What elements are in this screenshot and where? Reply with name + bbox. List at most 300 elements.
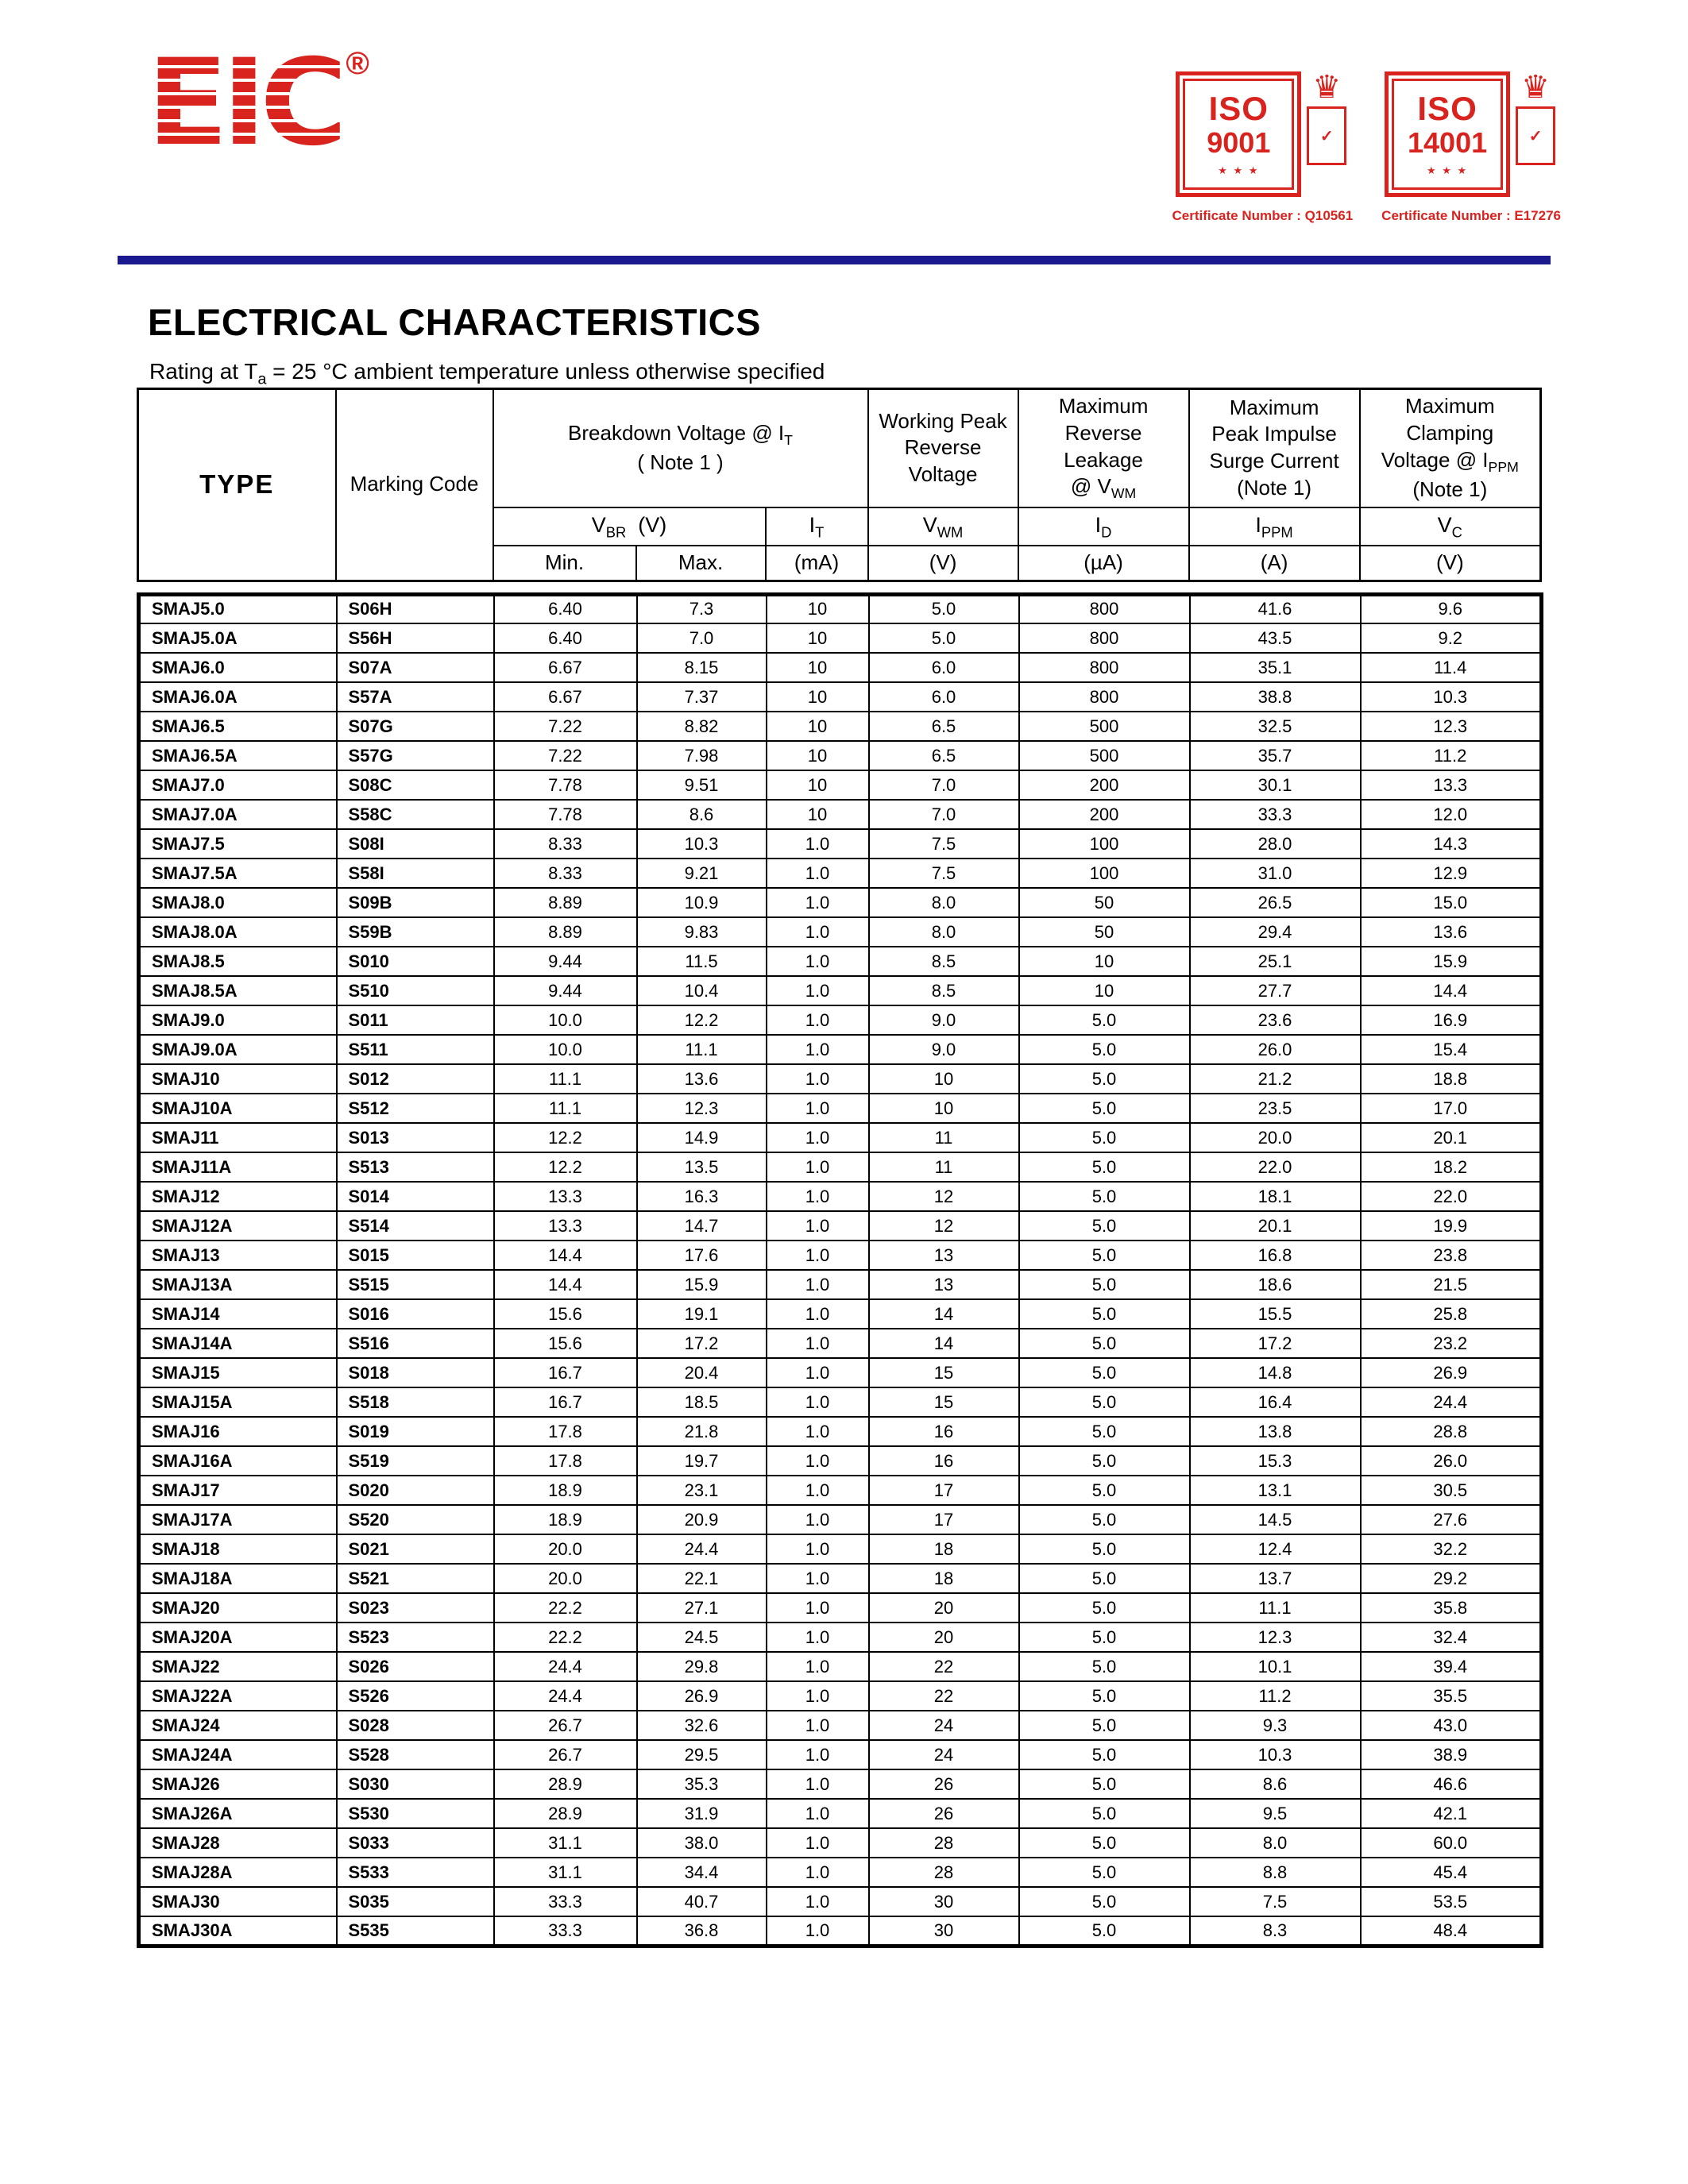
cell-vbr-min: 16.7 [494,1358,637,1387]
cell-id: 5.0 [1019,1182,1190,1211]
header-line: Leakage [1064,447,1143,472]
cell-ippm: 12.4 [1190,1534,1361,1564]
cell-vc: 29.2 [1361,1564,1542,1593]
table-row [139,1299,1542,1329]
unit-ma: (mA) [766,546,868,581]
cell-vbr-max: 12.3 [637,1094,767,1123]
cell-ippm: 10.1 [1190,1652,1361,1681]
cell-marking-code: S510 [337,976,494,1005]
cell-it: 1.0 [767,1446,869,1476]
cell-vwm: 30 [869,1887,1019,1916]
cell-vbr-min: 31.1 [494,1858,637,1887]
cell-it: 1.0 [767,1270,869,1299]
cell-it: 10 [767,623,869,653]
cell-it: 1.0 [767,1387,869,1417]
iso14001-label-number: 14001 [1408,126,1488,160]
cell-vbr-min: 14.4 [494,1270,637,1299]
cell-type: SMAJ9.0A [139,1035,337,1064]
subtitle-text: Rating at T [149,359,258,384]
cell-vbr-min: 28.9 [494,1769,637,1799]
cell-vbr-min: 7.78 [494,770,637,800]
cell-vbr-min: 13.3 [494,1182,637,1211]
cell-vbr-max: 31.9 [637,1799,767,1828]
cell-vc: 43.0 [1361,1711,1542,1740]
iso14001-label-iso: ISO [1417,90,1477,128]
cell-marking-code: S58I [337,859,494,888]
cell-it: 1.0 [767,1681,869,1711]
cell-vc: 16.9 [1361,1005,1542,1035]
cell-vbr-min: 33.3 [494,1887,637,1916]
cell-ippm: 41.6 [1190,594,1361,623]
cell-vwm: 6.5 [869,741,1019,770]
cell-vbr-max: 8.15 [637,653,767,682]
cell-vwm: 18 [869,1534,1019,1564]
cell-marking-code: S010 [337,947,494,976]
table-row [139,888,1542,917]
table-row [139,623,1542,653]
cell-marking-code: S014 [337,1182,494,1211]
cell-id: 5.0 [1019,1476,1190,1505]
cell-type: SMAJ18 [139,1534,337,1564]
cell-vbr-max: 34.4 [637,1858,767,1887]
cell-id: 5.0 [1019,1064,1190,1094]
unit-a: (A) [1189,546,1360,581]
cell-vc: 32.4 [1361,1623,1542,1652]
cell-it: 1.0 [767,888,869,917]
cell-vbr-max: 9.51 [637,770,767,800]
header-line: ( Note 1 ) [637,450,724,474]
symbol-subscript: D [1101,523,1112,540]
iso14001-certificate-number: Certificate Number : E17276 [1381,208,1561,223]
cell-type: SMAJ13A [139,1270,337,1299]
cell-ippm: 8.8 [1190,1858,1361,1887]
cell-it: 1.0 [767,1329,869,1358]
cell-marking-code: S57A [337,682,494,712]
cell-vbr-max: 19.1 [637,1299,767,1329]
symbol-text: I [1255,512,1261,537]
table-row [139,1035,1542,1064]
symbol-vc [1360,507,1541,546]
symbol-vwm [868,507,1018,546]
table-row [139,741,1542,770]
cell-ippm: 31.0 [1190,859,1361,888]
cell-vc: 14.3 [1361,829,1542,859]
cell-ippm: 16.8 [1190,1241,1361,1270]
cell-vc: 19.9 [1361,1211,1542,1241]
cell-vbr-max: 8.6 [637,800,767,829]
cell-type: SMAJ22 [139,1652,337,1681]
header-line: Maximum [1229,395,1319,419]
cell-vbr-min: 7.22 [494,741,637,770]
cell-it: 10 [767,594,869,623]
cell-type: SMAJ28A [139,1858,337,1887]
cell-marking-code: S511 [337,1035,494,1064]
cell-type: SMAJ7.5A [139,859,337,888]
cell-marking-code: S526 [337,1681,494,1711]
cell-vc: 46.6 [1361,1769,1542,1799]
cell-type: SMAJ15 [139,1358,337,1387]
iso9001-stamp [1172,71,1353,224]
symbol-text: V [1437,512,1452,537]
header-line: (Note 1) [1412,477,1488,501]
cell-ippm: 35.7 [1190,741,1361,770]
cell-vbr-max: 12.2 [637,1005,767,1035]
cell-type: SMAJ8.5 [139,947,337,976]
col-header-type: TYPE [138,389,336,581]
table-row [139,1534,1542,1564]
cell-vc: 42.1 [1361,1799,1542,1828]
cell-marking-code: S521 [337,1564,494,1593]
cell-vwm: 11 [869,1123,1019,1152]
cell-type: SMAJ16A [139,1446,337,1476]
cell-vwm: 26 [869,1769,1019,1799]
cell-it: 1.0 [767,1769,869,1799]
cell-type: SMAJ8.0A [139,917,337,947]
cell-id: 800 [1019,653,1190,682]
cell-vbr-max: 9.83 [637,917,767,947]
cell-vbr-max: 16.3 [637,1182,767,1211]
cell-id: 50 [1019,917,1190,947]
cell-vc: 11.2 [1361,741,1542,770]
cell-vwm: 5.0 [869,623,1019,653]
cell-marking-code: S518 [337,1387,494,1417]
symbol-id [1018,507,1189,546]
cell-id: 5.0 [1019,1299,1190,1329]
cell-marking-code: S012 [337,1064,494,1094]
col-header-maximum-peak-impulse-surge-current [1189,389,1360,507]
cell-it: 1.0 [767,1035,869,1064]
cell-vc: 15.0 [1361,888,1542,917]
col-header-working-peak-reverse-voltage [868,389,1018,507]
unit-max: Max. [636,546,766,581]
iso14001-badge [1385,71,1510,197]
cell-it: 1.0 [767,1299,869,1329]
iso9001-label-iso: ISO [1208,90,1269,128]
cell-marking-code: S516 [337,1329,494,1358]
cell-type: SMAJ8.5A [139,976,337,1005]
cell-marking-code: S015 [337,1241,494,1270]
cell-type: SMAJ6.5 [139,712,337,741]
cell-marking-code: S030 [337,1769,494,1799]
cell-it: 1.0 [767,947,869,976]
col-header-marking-code: Marking Code [336,389,493,581]
cell-marking-code: S021 [337,1534,494,1564]
cell-type: SMAJ12 [139,1182,337,1211]
cell-marking-code: S016 [337,1299,494,1329]
cell-vbr-min: 12.2 [494,1152,637,1182]
cell-type: SMAJ20A [139,1623,337,1652]
cell-ippm: 8.3 [1190,1916,1361,1946]
table-row [139,1505,1542,1534]
cell-type: SMAJ7.5 [139,829,337,859]
cell-type: SMAJ24A [139,1740,337,1769]
cell-vbr-max: 23.1 [637,1476,767,1505]
cell-vbr-min: 12.2 [494,1123,637,1152]
cell-vbr-min: 10.0 [494,1035,637,1064]
cell-ippm: 28.0 [1190,829,1361,859]
cell-vbr-max: 24.4 [637,1534,767,1564]
cell-it: 10 [767,741,869,770]
characteristics-table-area [137,388,1539,1948]
cell-type: SMAJ26A [139,1799,337,1828]
unit-ua: (µA) [1018,546,1189,581]
cell-vc: 25.8 [1361,1299,1542,1329]
cell-it: 1.0 [767,1623,869,1652]
cell-it: 1.0 [767,1593,869,1623]
cell-ippm: 38.8 [1190,682,1361,712]
cell-ippm: 27.7 [1190,976,1361,1005]
symbol-subscript: WM [937,523,964,540]
cell-vwm: 28 [869,1858,1019,1887]
header-subscript: PPM [1488,458,1519,475]
cell-type: SMAJ10A [139,1094,337,1123]
cell-vbr-min: 8.33 [494,859,637,888]
cell-vc: 30.5 [1361,1476,1542,1505]
cell-marking-code: S08I [337,829,494,859]
iso14001-stamp [1381,71,1561,224]
cell-marking-code: S07A [337,653,494,682]
table-row [139,712,1542,741]
cell-id: 5.0 [1019,1417,1190,1446]
table-row [139,1152,1542,1182]
cell-id: 5.0 [1019,1505,1190,1534]
cell-vwm: 24 [869,1711,1019,1740]
table-row [139,976,1542,1005]
cell-vbr-max: 24.5 [637,1623,767,1652]
table-row [139,947,1542,976]
cell-vbr-max: 29.8 [637,1652,767,1681]
table-row [139,1799,1542,1828]
cell-vc: 13.3 [1361,770,1542,800]
table-row [139,1681,1542,1711]
table-row [139,1270,1542,1299]
cell-vwm: 15 [869,1387,1019,1417]
cell-vwm: 13 [869,1241,1019,1270]
cell-vbr-max: 10.9 [637,888,767,917]
cell-it: 1.0 [767,1916,869,1946]
cell-vwm: 26 [869,1799,1019,1828]
cell-vbr-min: 20.0 [494,1534,637,1564]
cell-vbr-min: 11.1 [494,1094,637,1123]
cell-type: SMAJ6.0 [139,653,337,682]
cell-vbr-min: 9.44 [494,976,637,1005]
cell-vbr-max: 9.21 [637,859,767,888]
iso9001-side [1304,71,1349,165]
cell-type: SMAJ15A [139,1387,337,1417]
cell-vbr-min: 8.33 [494,829,637,859]
table-row [139,653,1542,682]
cell-vbr-max: 21.8 [637,1417,767,1446]
cell-marking-code: S020 [337,1476,494,1505]
table-row [139,829,1542,859]
cell-id: 5.0 [1019,1241,1190,1270]
header-divider [118,256,1551,264]
symbol-vbr [493,507,766,546]
cell-vc: 21.5 [1361,1270,1542,1299]
cell-vbr-min: 14.4 [494,1241,637,1270]
iso9001-certificate-number: Certificate Number : Q10561 [1172,208,1354,223]
cell-vc: 10.3 [1361,682,1542,712]
cell-vbr-min: 13.3 [494,1211,637,1241]
cell-vc: 32.2 [1361,1534,1542,1564]
cell-id: 200 [1019,770,1190,800]
cell-vc: 60.0 [1361,1828,1542,1858]
cell-ippm: 20.1 [1190,1211,1361,1241]
table-row [139,1858,1542,1887]
cell-marking-code: S028 [337,1711,494,1740]
cell-vbr-max: 29.5 [637,1740,767,1769]
characteristics-data-table [137,592,1543,1948]
cell-vc: 12.0 [1361,800,1542,829]
cell-vbr-min: 15.6 [494,1299,637,1329]
cell-vbr-max: 36.8 [637,1916,767,1946]
cell-vwm: 16 [869,1446,1019,1476]
cell-vbr-max: 10.3 [637,829,767,859]
table-row [139,1358,1542,1387]
cell-type: SMAJ10 [139,1064,337,1094]
cell-vc: 28.8 [1361,1417,1542,1446]
cell-vc: 9.6 [1361,594,1542,623]
cell-ippm: 18.1 [1190,1182,1361,1211]
cell-vc: 11.4 [1361,653,1542,682]
cell-vbr-max: 18.5 [637,1387,767,1417]
table-row [139,859,1542,888]
cell-vbr-min: 10.0 [494,1005,637,1035]
cell-vbr-min: 7.78 [494,800,637,829]
table-row [139,1740,1542,1769]
header-line: Reverse [1064,420,1142,445]
cell-vc: 26.9 [1361,1358,1542,1387]
registered-trademark-icon: ® [346,46,369,81]
cell-marking-code: S035 [337,1887,494,1916]
cell-type: SMAJ24 [139,1711,337,1740]
cell-vwm: 15 [869,1358,1019,1387]
cell-id: 800 [1019,623,1190,653]
cell-id: 10 [1019,947,1190,976]
cell-it: 1.0 [767,1152,869,1182]
cell-vwm: 8.5 [869,976,1019,1005]
cell-type: SMAJ9.0 [139,1005,337,1035]
unit-v-vwm: (V) [868,546,1018,581]
cell-vbr-min: 8.89 [494,917,637,947]
table-row [139,1123,1542,1152]
cell-marking-code: S512 [337,1094,494,1123]
cell-id: 5.0 [1019,1005,1190,1035]
cell-vwm: 9.0 [869,1005,1019,1035]
cell-vc: 53.5 [1361,1887,1542,1916]
header-line: Breakdown Voltage @ I [568,420,785,445]
cell-id: 5.0 [1019,1446,1190,1476]
cell-ippm: 23.6 [1190,1005,1361,1035]
cell-vc: 13.6 [1361,917,1542,947]
rating-condition-note [149,359,825,389]
iso9001-stamp-row [1176,71,1349,197]
table-row [139,1182,1542,1211]
cell-it: 1.0 [767,1123,869,1152]
iso9001-badge [1176,71,1301,197]
cell-id: 5.0 [1019,1858,1190,1887]
header-line: Maximum [1404,394,1495,418]
cell-vc: 26.0 [1361,1446,1542,1476]
iso14001-ornament: ★ ★ ★ [1426,164,1469,176]
cell-it: 1.0 [767,1211,869,1241]
cell-vbr-min: 16.7 [494,1387,637,1417]
cell-it: 1.0 [767,976,869,1005]
cell-vwm: 10 [869,1094,1019,1123]
table-row [139,1564,1542,1593]
cell-it: 1.0 [767,1094,869,1123]
table-row [139,1916,1542,1946]
cell-vbr-max: 15.9 [637,1270,767,1299]
cell-vc: 9.2 [1361,623,1542,653]
cell-ippm: 15.5 [1190,1299,1361,1329]
cell-type: SMAJ22A [139,1681,337,1711]
cell-ippm: 13.8 [1190,1417,1361,1446]
cell-vbr-min: 22.2 [494,1593,637,1623]
cell-vwm: 10 [869,1064,1019,1094]
cell-it: 1.0 [767,1417,869,1446]
cell-vbr-max: 26.9 [637,1681,767,1711]
cell-id: 100 [1019,829,1190,859]
col-header-maximum-reverse-leakage [1018,389,1189,507]
cell-vbr-max: 14.9 [637,1123,767,1152]
cell-vbr-max: 35.3 [637,1769,767,1799]
table-row [139,1711,1542,1740]
cell-vbr-max: 7.0 [637,623,767,653]
cell-vbr-max: 17.2 [637,1329,767,1358]
cell-it: 1.0 [767,1064,869,1094]
cell-vbr-min: 8.89 [494,888,637,917]
cell-id: 500 [1019,741,1190,770]
cell-vwm: 6.5 [869,712,1019,741]
cell-id: 5.0 [1019,1652,1190,1681]
cell-id: 50 [1019,888,1190,917]
cell-ippm: 11.2 [1190,1681,1361,1711]
table-row [139,1005,1542,1035]
table-row [139,1211,1542,1241]
cell-marking-code: S018 [337,1358,494,1387]
cell-type: SMAJ11 [139,1123,337,1152]
cell-vbr-min: 17.8 [494,1417,637,1446]
cell-ippm: 30.1 [1190,770,1361,800]
col-header-maximum-clamping-voltage [1360,389,1541,507]
table-row [139,1241,1542,1270]
cell-vbr-min: 26.7 [494,1740,637,1769]
cell-id: 5.0 [1019,1387,1190,1417]
header-line: Surge Current [1209,449,1339,473]
cell-type: SMAJ28 [139,1828,337,1858]
cell-vwm: 7.5 [869,829,1019,859]
cell-marking-code: S58C [337,800,494,829]
cell-vwm: 7.5 [869,859,1019,888]
symbol-subscript: PPM [1261,523,1293,540]
header-line: Working Peak [879,408,1007,433]
cell-marking-code: S535 [337,1916,494,1946]
cell-ippm: 8.0 [1190,1828,1361,1858]
cell-id: 5.0 [1019,1769,1190,1799]
symbol-text: V [922,512,937,537]
cell-it: 1.0 [767,1005,869,1035]
cell-vbr-max: 7.37 [637,682,767,712]
certification-stamps [1172,71,1561,224]
symbol-text: V [591,512,606,537]
table-row [139,1476,1542,1505]
cell-id: 200 [1019,800,1190,829]
cell-marking-code: S56H [337,623,494,653]
cell-it: 10 [767,800,869,829]
cell-ippm: 26.0 [1190,1035,1361,1064]
cell-vc: 12.3 [1361,712,1542,741]
